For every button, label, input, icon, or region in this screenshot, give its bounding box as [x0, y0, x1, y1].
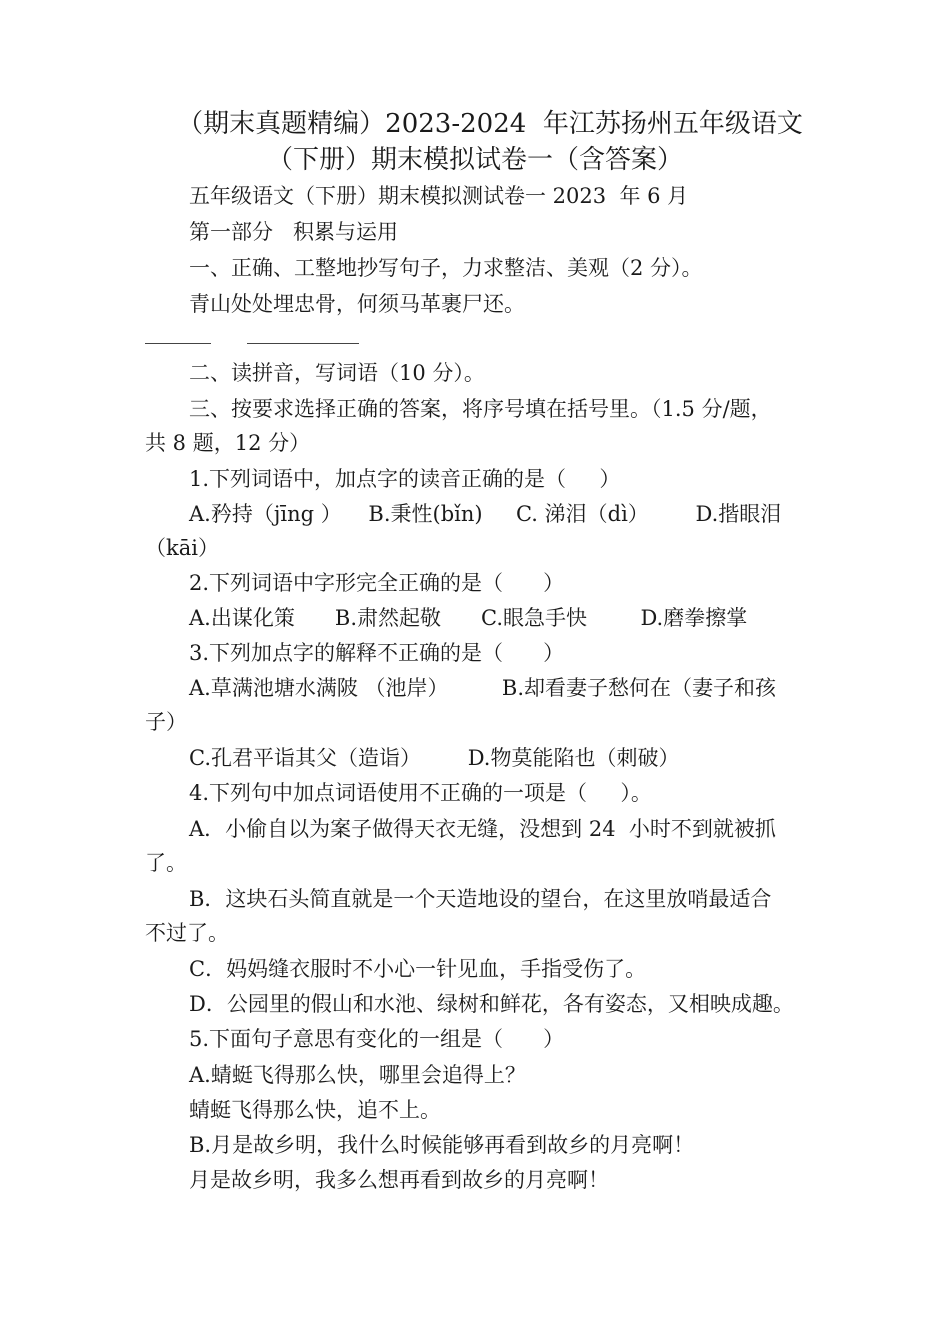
sub-question-5-option-a: A.蜻蜓飞得那么快，哪里会追得上？ [189, 1063, 526, 1087]
document-title-line-1: （期末真题精编）2023-2024 年江苏扬州五年级语文 [177, 109, 803, 139]
question-3-heading: 三、按要求选择正确的答案，将序号填在括号里。（1.5 分/题， [189, 397, 772, 421]
sub-question-4: 4.下列句中加点词语使用不正确的一项是（ ）。 [189, 781, 652, 805]
sub-question-2-options: A.出谋化策 B.肃然起敬 C.眼急手快 D.磨拳擦掌 [189, 606, 748, 630]
sub-question-3: 3.下列加点字的解释不正确的是（ ） [189, 641, 565, 665]
document-title-line-2: （下册）期末模拟试卷一（含答案） [266, 145, 683, 175]
question-3-heading-cont: 共 8 题，12 分） [145, 431, 311, 455]
question-1-heading: 一、正确、工整地抄写句子，力求整洁、美观（2 分）。 [189, 256, 703, 280]
sub-question-4-option-a: A．小偷自以为案子做得天衣无缝，没想到 24 小时不到就被抓 [189, 817, 776, 841]
sub-question-1: 1.下列词语中，加点字的读音正确的是（ ） [189, 467, 621, 491]
sub-question-5-option-b: B.月是故乡明，我什么时候能够再看到故乡的月亮啊！ [189, 1133, 695, 1157]
part-heading: 第一部分 积累与运用 [189, 220, 399, 244]
sub-question-1-options: A.矜持（jīng ） B.秉性(bǐn) C. 涕泪（dì） D.揩眼泪 [189, 502, 782, 526]
sub-question-2: 2.下列词语中字形完全正确的是（ ） [189, 571, 565, 595]
document-subtitle: 五年级语文（下册）期末模拟测试卷一 2023 年 6 月 [189, 184, 689, 208]
answer-line-1 [145, 343, 211, 344]
sub-question-5-option-a-rewrite: 蜻蜓飞得那么快，追不上。 [189, 1098, 441, 1122]
sub-question-4-option-d: D．公园里的假山和水池、绿树和鲜花，各有姿态，又相映成趣。 [189, 992, 794, 1016]
sub-question-4-option-c: C．妈妈缝衣服时不小心一针见血，手指受伤了。 [189, 957, 647, 981]
sub-question-1-options-cont: （kāi） [145, 536, 219, 560]
sub-question-3-options-cont: 子） [145, 710, 187, 734]
sub-question-5-option-b-rewrite: 月是故乡明，我多么想再看到故乡的月亮啊！ [189, 1168, 609, 1192]
question-2-heading: 二、读拼音，写词语（10 分）。 [189, 361, 485, 385]
sub-question-3-options-2: C.孔君平诣其父（造诣） D.物莫能陷也（刺破） [189, 746, 680, 770]
question-1-sentence: 青山处处埋忠骨，何须马革裹尸还。 [189, 292, 525, 316]
sub-question-4-option-b-cont: 不过了。 [145, 921, 229, 945]
sub-question-4-option-a-cont: 了。 [145, 851, 187, 875]
sub-question-5: 5.下面句子意思有变化的一组是（ ） [189, 1027, 565, 1051]
sub-question-3-options: A.草满池塘水满陂 （池岸） B.却看妻子愁何在（妻子和孩 [189, 676, 777, 700]
answer-line-2 [247, 343, 359, 344]
sub-question-4-option-b: B．这块石头简直就是一个天造地设的望台，在这里放哨最适合 [189, 887, 772, 911]
